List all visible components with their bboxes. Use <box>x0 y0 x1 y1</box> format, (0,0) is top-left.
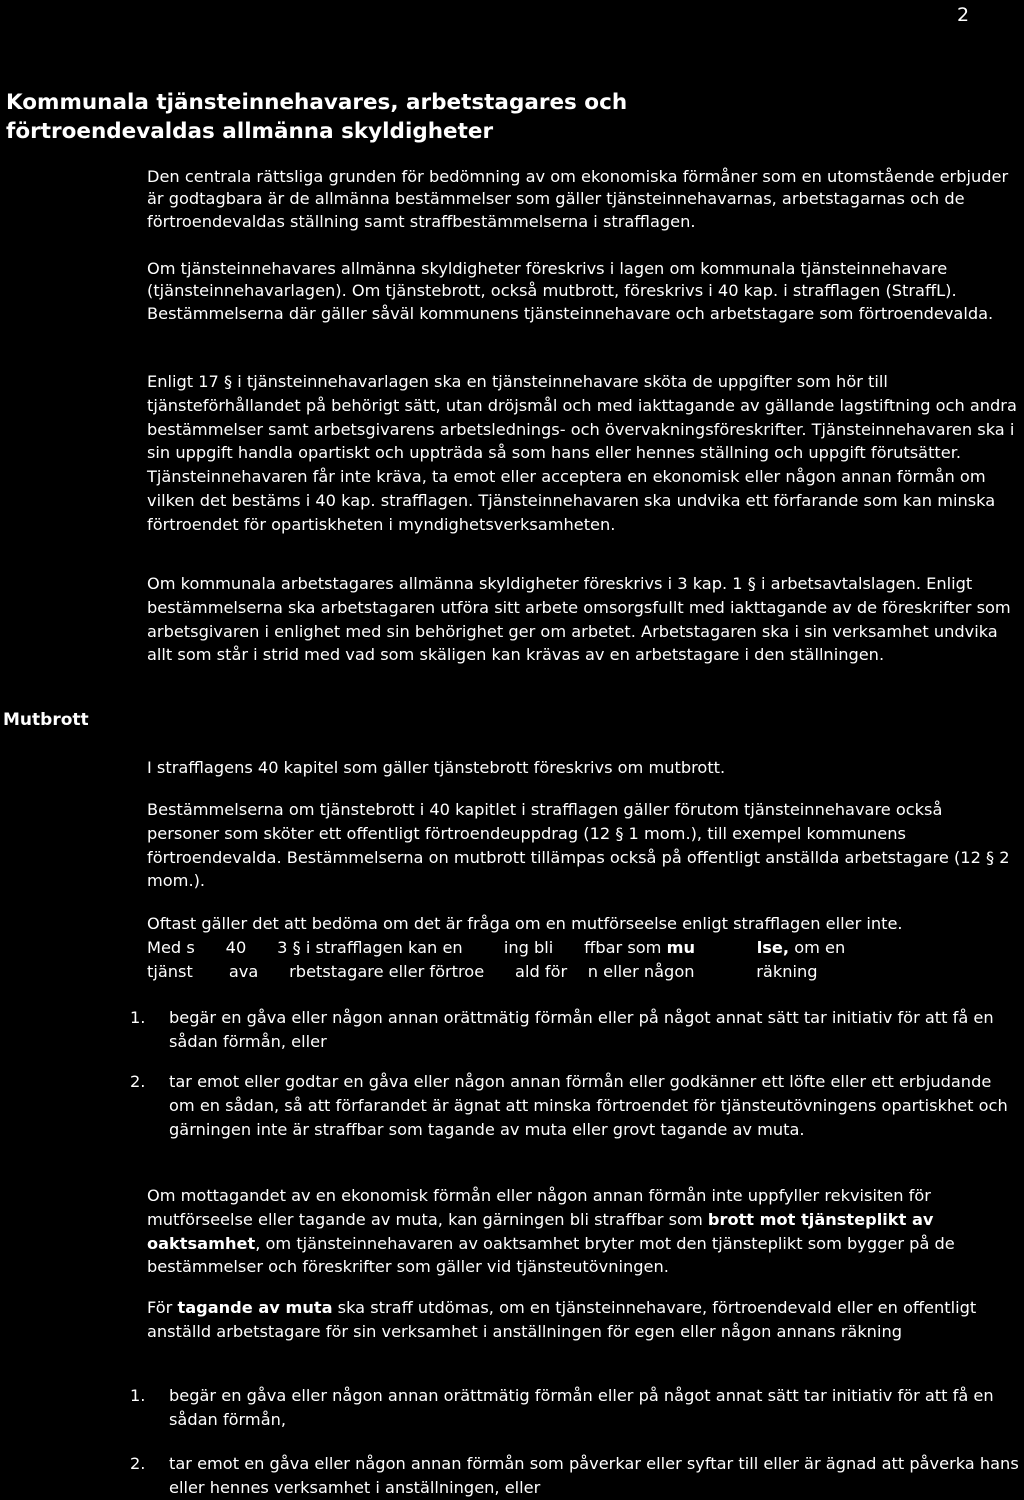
term-negligent-breach: brott mot tjänsteplikt av oaktsamhet <box>147 1209 934 1253</box>
list-item-text: tar emot eller godtar en gåva eller någon annan förmån eller godkänner ett löfte eller ett erbjudande om en sådan, så att förfarandet är ägnat att minska förtroendet för tjänsteutövningens opartiskhet och gärningen inte är straffbar som tagande av muta eller grovt tagande av muta. <box>169 1072 1008 1139</box>
list-item-number: 2. <box>130 1072 146 1091</box>
section-label-mutbrott: Mutbrott <box>3 710 89 730</box>
list-item-text: begär en gåva eller någon annan orättmätig förmån eller på något annat sätt tar initiativ för att få en sådan förmån, eller <box>169 1008 994 1051</box>
page-number: 2 <box>957 4 970 26</box>
paragraph-negligence: Om mottagandet av en ekonomisk förmån eller någon annan förmån inte uppfyller rekvisiten för mutförseelse eller tagande av muta, kan gärningen bli straffbar som brott mot tjänsteplikt av oaktsamhet, om tjänsteinnehavaren av oaktsamhet bryter mot den tjänsteplikt som bygger på de bestämmelser och föreskrifter som gäller vid tjänsteutövningen. <box>147 1186 955 1277</box>
paragraph-section-17: Enligt 17 § i tjänsteinnehavarlagen ska en tjänsteinnehavare sköta de uppgifter som hör till tjänsteförhållandet på behörigt sätt, utan dröjsmål och med iakttagande av gällande lagstiftning och andra bestämmelser samt arbetsgivarens arbetslednings- och övervakningsföreskrifter. Tjänsteinnehavaren ska i sin uppgift handla opartiskt och uppträda så som hans eller hennes ställning och uppgift förutsätter. Tjänsteinnehavaren får inte kräva, ta emot eller acceptera en ekonomisk eller någon annan förmån om vilken det bestäms i 40 kap. strafflagen. Tjänsteinnehavaren ska undvika ett förfarande som kan minska förtroendet för opartiskheten i myndighetsverksamheten. <box>147 372 1017 534</box>
assessment-line-1: Oftast gäller det att bedöma om det är fråga om en mutförseelse enligt strafflagen eller inte. <box>147 914 903 933</box>
heading-line-1: Kommunala tjänsteinnehavares, arbetstagares och <box>6 90 628 115</box>
list-item-number: 1. <box>130 1386 146 1405</box>
heading-line-2: förtroendevaldas allmänna skyldigheter <box>6 119 494 144</box>
list-item-text: begär en gåva eller någon annan orättmätig förmån eller på något annat sätt tar initiativ för att få en sådan förmån, <box>169 1386 994 1429</box>
paragraph-assessment-partially-obscured <box>147 912 1019 983</box>
list-item-text: tar emot en gåva eller någon annan förmån som påverkar eller syftar till eller är ägnad att påverka hans eller hennes verksamhet i anställningen, eller <box>169 1454 1019 1497</box>
paragraph-obligations-law: Om tjänsteinnehavares allmänna skyldigheter föreskrivs i lagen om kommunala tjänsteinnehavare (tjänsteinnehavarlagen). Om tjänstebrott, också mutbrott, föreskrivs i 40 kap. i strafflagen (StraffL). Bestämmelserna där gäller såväl kommunens tjänsteinnehavare och arbetstagare som förtroendevalda. <box>147 259 994 323</box>
term-accepting-bribe: tagande av muta <box>177 1298 333 1317</box>
paragraph-chapter-40: I strafflagens 40 kapitel som gäller tjänstebrott föreskrivs om mutbrott. <box>147 758 726 777</box>
list-item <box>130 1384 1020 1432</box>
list-item-number: 2. <box>130 1454 146 1473</box>
paragraph-legal-basis: Den centrala rättsliga grunden för bedömning av om ekonomiska förmåner som en utomstående erbjuder är godtagbara är de allmänna bestämmelser som gäller tjänsteinnehavarnas, arbetstagarnas och de förtroendevaldas ställning samt straffbestämmelserna i strafflagen. <box>147 167 1009 231</box>
list-item <box>130 1006 1020 1054</box>
paragraph-accepting-bribe: För tagande av muta ska straff utdömas, om en tjänsteinnehavare, förtroendevald eller en offentligt anställd arbetstagare för sin verksamhet i anställningen för egen eller någon annans räkning <box>147 1298 977 1341</box>
list-item <box>130 1452 1020 1500</box>
paragraph-scope-of-provisions: Bestämmelserna om tjänstebrott i 40 kapitlet i strafflagen gäller förutom tjänsteinnehavare också personer som sköter ett offentligt förtroendeuppdrag (12 § 1 mom.), till exempel kommunens förtroendevalda. Bestämmelserna on mutbrott tillämpas också på offentligt anställda arbetstagare (12 § 2 mom.). <box>147 800 1010 891</box>
list-item-number: 1. <box>130 1008 146 1027</box>
list-item <box>130 1070 1020 1141</box>
assessment-line-2: Med s 40 3 § i strafflagen kan en ing bli ffbar som mu lse, om en <box>147 937 846 957</box>
page-heading <box>6 88 627 146</box>
paragraph-employment-contracts-act: Om kommunala arbetstagares allmänna skyldigheter föreskrivs i 3 kap. 1 § i arbetsavtalslagen. Enligt bestämmelserna ska arbetstagaren utföra sitt arbete omsorgsfullt med iakttagande av de föreskrifter som arbetsgivaren i enlighet med sin behörighet ger om arbetet. Arbetstagaren ska i sin verksamhet undvika allt som står i strid med vad som skäligen kan krävas av en arbetstagare i den ställningen. <box>147 574 1011 665</box>
assessment-line-3: tjänst ava rbetstagare eller förtroe ald för n eller någon räkning <box>147 961 818 981</box>
